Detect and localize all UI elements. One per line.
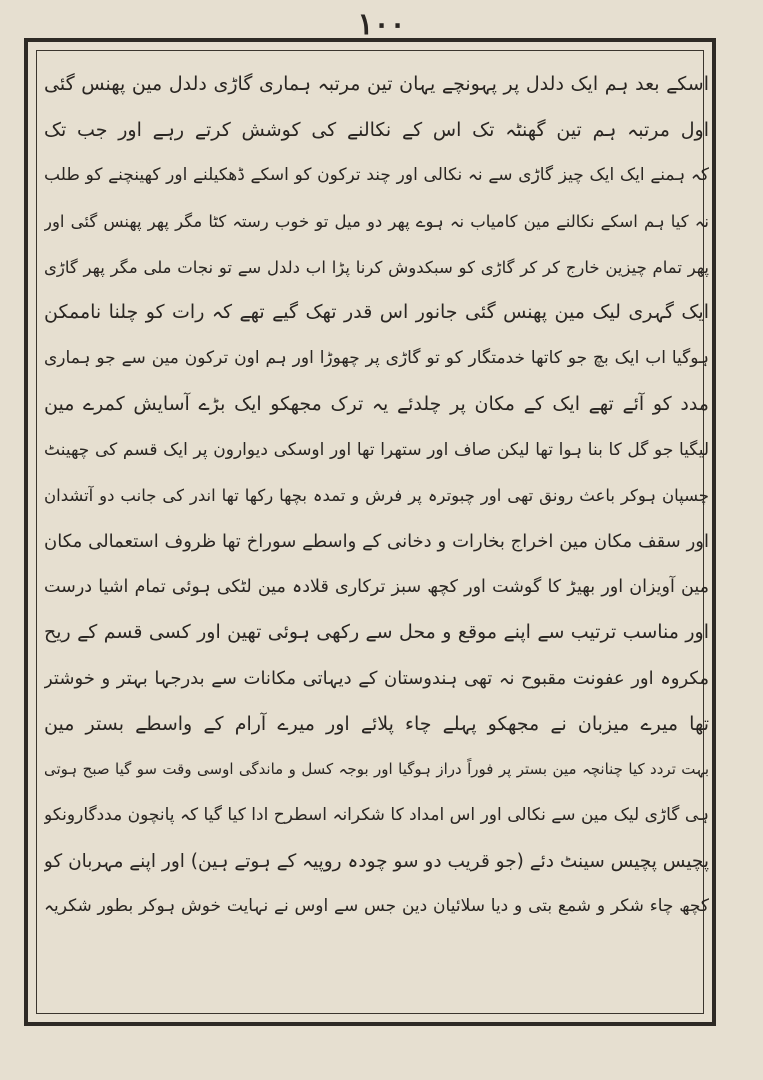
text-line-6: ایک گہری لیک مین پھنس گئی جانور اس قدر تھک گیے تھے کہ رات کو چلنا ناممکن	[44, 301, 709, 324]
text-line-10: چسپان ہوکر باعث رونق تھی اور چبوترہ پر فرش و تمدہ بچھا رکھا تھا اندر کی جانب دو آتشدان	[44, 486, 709, 506]
text-line-2: اول مرتبہ ہم تین گھنٹہ تک اس کے نکالنے کی کوشش کرتے رہے اور جب تک	[44, 118, 709, 141]
text-line-11: اور سقف مکان مین اخراج بخارات و دخانی کے واسطے سوراخ تھا ظروف استعمالی مکان	[44, 530, 709, 552]
text-line-3: کہ ہمنے ایک ایک چیز گاڑی سے نہ نکالی اور چند ترکون کو اسکے ڈھکیلنے اور کھینچنے کو طلب	[44, 165, 709, 186]
text-line-5: پھر تمام چیزین خارج کر کر گاڑی کو سبکدوش کرنا پڑا اب دلدل سے تو نجات ملی مگر پھر گاڑی	[44, 257, 709, 277]
text-line-1: اسکے بعد ہم ایک دلدل پر پہونچے یہان تین مرتبہ ہماری گاڑی دلدل مین پھنس گئی	[44, 73, 709, 95]
text-line-9: لیگیا جو گل کا بنا ہوا تھا لیکن صاف اور ستھرا تھا اور اوسکی دیوارون پر ایک قسم کی چھینٹ	[44, 439, 709, 460]
body-text	[44, 62, 709, 930]
text-line-12: مین آویزان اور بھیڑ کا گوشت اور کچھ سبز ترکاری قلادہ مین لٹکی ہوئی تمام اشیا درست	[44, 576, 709, 597]
text-line-16: بہت تردد کیا چنانچہ مین بستر پر فوراً دراز ہوگیا اور بوجہ کسل و ماندگی اوسی وقت سو گیا صبح ہوتی	[44, 760, 709, 779]
text-line-17: ہی گاڑی لیک مین سے نکالی اور اس امداد کا شکرانہ اسطرح ادا کیا گیا کہ پانچون مددگارونکو	[44, 805, 709, 825]
text-line-14: مکروہ اور عفونت مقبوح نہ تھی ہندوستان کے دیہاتی مکانات سے بدرجہا بہتر و خوشتر	[44, 667, 709, 689]
text-line-18: پچیس پچیس سینٹ دئے (جو قریب دو سو چودہ روپیہ کے ہوتے ہین) اور اپنے مہربان کو	[44, 850, 709, 872]
text-line-13: اور مناسب ترتیب سے اپنے موقع و محل سے رکھی ہوئی تھین اور کسی قسم کے ریح	[44, 621, 709, 644]
text-line-19: کچھ چاء شکر و شمع بتی و دیا سلائیان دین جس سے اوس نے نہایت خوش ہوکر بطور شکریہ	[44, 896, 709, 917]
text-line-7: ہوگیا اب ایک بچ جو کاتھا خدمتگار کو تو گاڑی پر چھوڑا اور ہم اون ترکون مین سے جو ہماری	[44, 348, 709, 369]
text-line-8: مدد کو آئے تھے ایک کے مکان پر چلدئے یہ ترک مجھکو ایک بڑے آسایش کمرے مین	[44, 392, 709, 415]
text-line-4: نہ کیا ہم اسکے نکالنے مین کامیاب نہ ہوے پھر دو میل تو خوب رستہ کٹا مگر پھر پھنس گئی اور	[44, 212, 709, 232]
text-line-15: تھا میرے میزبان نے مجھکو پہلے چاء پلائے اور میرے آرام کے واسطے بستر مین	[44, 712, 709, 735]
page-number: ۱۰۰	[357, 7, 406, 42]
